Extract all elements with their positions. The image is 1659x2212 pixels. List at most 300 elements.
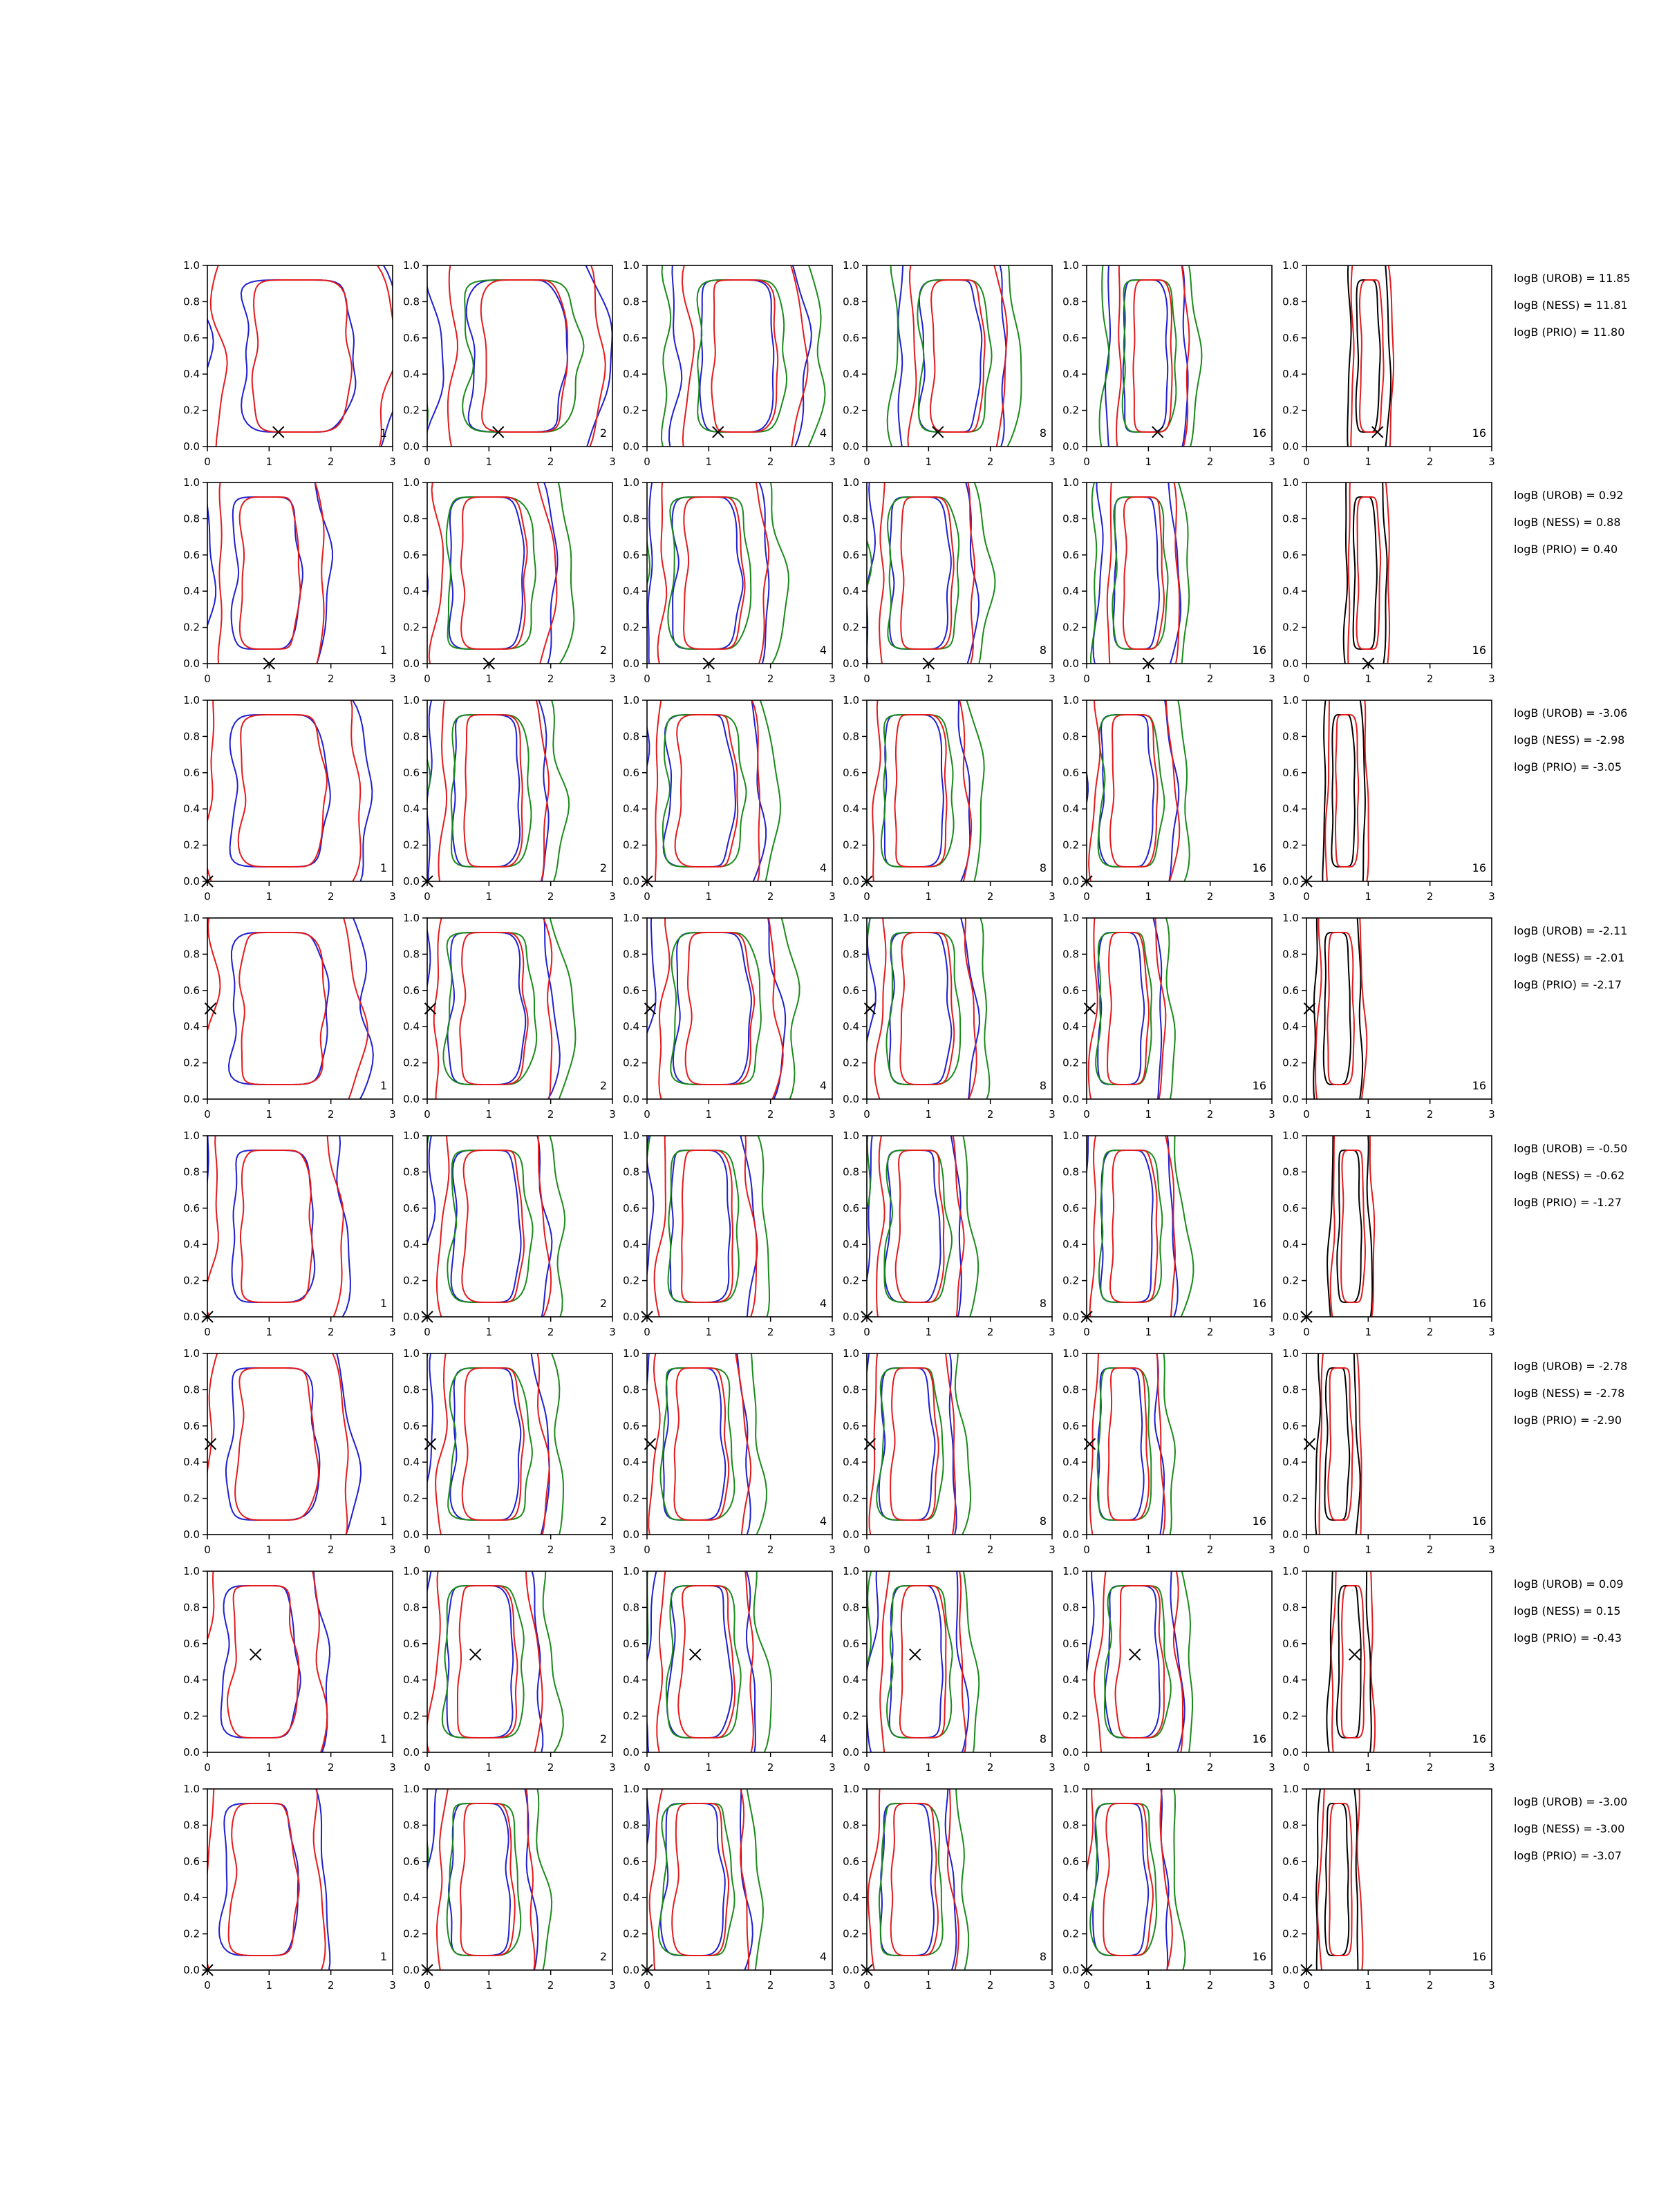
axes-frame bbox=[427, 918, 612, 1099]
y-tick-label: 0.8 bbox=[183, 730, 200, 743]
y-tick-label: 0.8 bbox=[623, 1383, 639, 1396]
x-tick-label: 3 bbox=[829, 456, 836, 468]
y-tick-label: 0.6 bbox=[183, 331, 200, 344]
y-tick-label: 0.2 bbox=[1282, 838, 1299, 852]
blue-inner-contour bbox=[667, 1586, 732, 1738]
blue-inner-contour bbox=[885, 1150, 941, 1302]
x-tick-label: 0 bbox=[863, 890, 870, 903]
panel-label: 8 bbox=[1039, 644, 1047, 657]
axes-frame bbox=[1306, 1353, 1492, 1535]
y-tick-label: 1.0 bbox=[183, 912, 200, 924]
y-tick-label: 0.0 bbox=[1282, 440, 1299, 453]
y-tick-label: 0.8 bbox=[843, 730, 859, 743]
blue-outer-contour bbox=[856, 697, 971, 885]
x-tick-label: 1 bbox=[1365, 1761, 1372, 1774]
x-tick-label: 2 bbox=[1426, 1979, 1434, 1991]
true-value-marker bbox=[250, 1649, 261, 1660]
y-tick-label: 0.0 bbox=[843, 875, 859, 888]
y-tick-label: 1.0 bbox=[843, 1130, 859, 1142]
y-tick-label: 0.4 bbox=[843, 585, 859, 598]
contour-group bbox=[402, 915, 576, 1103]
panel-label: 1 bbox=[379, 1079, 387, 1092]
y-tick-label: 0.6 bbox=[843, 1201, 859, 1215]
x-tick-label: 3 bbox=[1268, 1326, 1275, 1338]
y-tick-label: 0.0 bbox=[843, 1311, 859, 1323]
contour-group bbox=[415, 697, 570, 885]
blue-inner-contour bbox=[1114, 497, 1159, 649]
x-tick-label: 0 bbox=[204, 1108, 211, 1121]
x-tick-label: 0 bbox=[1083, 456, 1090, 468]
x-tick-label: 2 bbox=[327, 673, 335, 685]
logb-stat-2: logB (NESS) = -2.78 bbox=[1514, 1387, 1625, 1400]
x-tick-label: 2 bbox=[767, 673, 774, 685]
x-tick-label: 1 bbox=[485, 1326, 493, 1338]
y-tick-label: 0.0 bbox=[623, 440, 639, 453]
panel-r2-c3 bbox=[623, 476, 836, 685]
y-tick-label: 0.6 bbox=[183, 984, 200, 997]
green-outer-contour bbox=[416, 1132, 565, 1320]
y-tick-label: 0.2 bbox=[623, 1492, 639, 1505]
y-tick-label: 0.4 bbox=[623, 1456, 639, 1469]
axes-frame bbox=[207, 700, 393, 881]
x-tick-label: 2 bbox=[986, 1761, 994, 1774]
x-tick-label: 0 bbox=[1083, 1544, 1090, 1556]
x-tick-label: 0 bbox=[863, 1979, 870, 1991]
logb-stat-1: logB (UROB) = -2.11 bbox=[1514, 924, 1628, 937]
panel-r6-c4 bbox=[843, 1347, 1056, 1556]
blue-inner-contour bbox=[450, 1368, 521, 1520]
y-tick-label: 0.6 bbox=[843, 766, 859, 779]
y-tick-label: 0.8 bbox=[623, 1165, 639, 1179]
green-inner-contour bbox=[1096, 932, 1152, 1085]
y-tick-label: 0.4 bbox=[843, 803, 859, 816]
x-tick-label: 3 bbox=[1268, 1761, 1275, 1774]
black-inner-contour bbox=[1331, 715, 1355, 867]
y-tick-label: 0.0 bbox=[843, 1528, 859, 1541]
panel-label: 8 bbox=[1039, 1079, 1047, 1092]
y-tick-label: 0.8 bbox=[1062, 1819, 1079, 1832]
x-tick-label: 1 bbox=[265, 1108, 273, 1121]
x-tick-label: 0 bbox=[1083, 1761, 1090, 1774]
y-tick-label: 0.0 bbox=[623, 657, 639, 670]
x-tick-label: 0 bbox=[1083, 1979, 1090, 1991]
y-tick-label: 0.6 bbox=[1282, 1419, 1299, 1432]
x-tick-label: 3 bbox=[1268, 1979, 1275, 1991]
y-tick-label: 1.0 bbox=[843, 1565, 859, 1577]
panel-label: 8 bbox=[1039, 1950, 1047, 1963]
x-tick-label: 0 bbox=[1083, 673, 1090, 685]
y-tick-label: 1.0 bbox=[1282, 1130, 1299, 1142]
y-tick-label: 0.0 bbox=[1282, 1746, 1299, 1759]
x-tick-label: 1 bbox=[485, 1544, 493, 1556]
panel-r5-c4 bbox=[843, 1130, 1056, 1338]
x-tick-label: 2 bbox=[327, 1761, 335, 1774]
panel-r1-c3 bbox=[623, 259, 836, 468]
x-tick-label: 3 bbox=[1049, 1108, 1056, 1121]
y-tick-label: 0.0 bbox=[403, 1311, 420, 1323]
panel-r1-c5 bbox=[1062, 259, 1275, 468]
y-tick-label: 0.6 bbox=[183, 548, 200, 561]
panel-r1-c4 bbox=[843, 259, 1056, 468]
y-tick-label: 0.0 bbox=[183, 657, 200, 670]
logb-stat-3: logB (PRIO) = -0.43 bbox=[1514, 1631, 1622, 1644]
panel-label: 2 bbox=[599, 1515, 607, 1528]
x-tick-label: 2 bbox=[1206, 1108, 1214, 1121]
y-tick-label: 0.6 bbox=[183, 1201, 200, 1215]
panel-label: 16 bbox=[1252, 1950, 1266, 1963]
x-tick-label: 3 bbox=[609, 1761, 616, 1774]
x-tick-label: 2 bbox=[986, 1326, 994, 1338]
y-tick-label: 0.8 bbox=[623, 730, 639, 743]
blue-outer-contour bbox=[669, 262, 812, 450]
y-tick-label: 0.4 bbox=[1062, 1456, 1079, 1469]
y-tick-label: 0.6 bbox=[1062, 1201, 1079, 1215]
axes-frame bbox=[647, 1136, 832, 1317]
x-tick-label: 2 bbox=[327, 1108, 335, 1121]
x-tick-label: 3 bbox=[609, 1544, 616, 1556]
y-tick-label: 0.8 bbox=[403, 1601, 420, 1614]
red-inner-contour bbox=[252, 280, 352, 432]
logb-stat-3: logB (PRIO) = 11.80 bbox=[1514, 326, 1625, 339]
y-tick-label: 1.0 bbox=[1282, 1565, 1299, 1577]
panel-label: 4 bbox=[819, 861, 827, 874]
panel-r8-c3 bbox=[623, 1783, 836, 1991]
x-tick-label: 1 bbox=[265, 890, 273, 903]
x-tick-label: 1 bbox=[1365, 1108, 1372, 1121]
y-tick-label: 0.2 bbox=[403, 838, 420, 852]
y-tick-label: 1.0 bbox=[183, 476, 200, 489]
blue-outer-contour bbox=[419, 1350, 550, 1538]
x-tick-label: 1 bbox=[265, 1544, 273, 1556]
y-tick-label: 0.8 bbox=[623, 295, 639, 308]
x-tick-label: 2 bbox=[1206, 456, 1214, 468]
y-tick-label: 0.8 bbox=[183, 1601, 200, 1614]
contour-group bbox=[409, 479, 574, 667]
red-inner-contour bbox=[462, 1368, 524, 1520]
panel-r8-c5 bbox=[1062, 1783, 1275, 1991]
x-tick-label: 0 bbox=[863, 456, 870, 468]
axes-frame bbox=[207, 1789, 393, 1970]
contour-group bbox=[633, 915, 800, 1103]
blue-inner-contour bbox=[1093, 1803, 1148, 1956]
y-tick-label: 0.0 bbox=[183, 875, 200, 888]
y-tick-label: 0.0 bbox=[183, 1964, 200, 1976]
y-tick-label: 0.4 bbox=[1062, 1674, 1079, 1687]
true-value-marker bbox=[864, 1003, 875, 1014]
x-tick-label: 0 bbox=[644, 673, 650, 685]
x-tick-label: 2 bbox=[767, 1544, 774, 1556]
y-tick-label: 1.0 bbox=[1282, 476, 1299, 489]
x-tick-label: 1 bbox=[265, 1761, 273, 1774]
panel-label: 4 bbox=[819, 1950, 827, 1963]
y-tick-label: 0.4 bbox=[1282, 585, 1299, 598]
x-tick-label: 1 bbox=[705, 890, 713, 903]
y-tick-label: 0.2 bbox=[1282, 404, 1299, 417]
x-tick-label: 0 bbox=[424, 1761, 431, 1774]
x-tick-label: 1 bbox=[485, 1761, 493, 1774]
x-tick-label: 2 bbox=[1426, 1544, 1434, 1556]
y-tick-label: 1.0 bbox=[843, 259, 859, 272]
contour-group bbox=[851, 1785, 969, 1974]
x-tick-label: 1 bbox=[485, 890, 493, 903]
x-tick-label: 2 bbox=[1426, 890, 1434, 903]
x-tick-label: 3 bbox=[1488, 1544, 1495, 1556]
y-tick-label: 0.6 bbox=[623, 1419, 639, 1432]
panel-label: 16 bbox=[1252, 427, 1266, 440]
blue-outer-contour bbox=[203, 479, 332, 667]
x-tick-label: 3 bbox=[1268, 673, 1275, 685]
blue-inner-contour bbox=[449, 497, 525, 649]
panel-label: 1 bbox=[379, 427, 387, 440]
y-tick-label: 1.0 bbox=[183, 694, 200, 706]
x-tick-label: 0 bbox=[424, 1544, 431, 1556]
panel-r2-c1 bbox=[183, 476, 396, 685]
x-tick-label: 1 bbox=[1145, 673, 1152, 685]
x-tick-label: 0 bbox=[644, 1979, 650, 1991]
contour-group bbox=[662, 262, 825, 450]
true-value-marker bbox=[690, 1649, 701, 1660]
y-tick-label: 0.4 bbox=[403, 1020, 420, 1033]
x-tick-label: 1 bbox=[485, 1979, 493, 1991]
red-inner-contour bbox=[235, 1368, 319, 1520]
x-tick-label: 2 bbox=[767, 1979, 774, 1991]
green-outer-contour bbox=[402, 915, 576, 1103]
axes-frame bbox=[647, 700, 832, 881]
x-tick-label: 0 bbox=[1303, 1544, 1310, 1556]
blue-inner-contour bbox=[241, 280, 356, 432]
y-tick-label: 0.2 bbox=[843, 404, 859, 417]
x-tick-label: 2 bbox=[986, 1979, 994, 1991]
panel-r2-c4 bbox=[843, 476, 1056, 685]
x-tick-label: 2 bbox=[1426, 456, 1434, 468]
logb-stat-2: logB (NESS) = -3.00 bbox=[1514, 1822, 1625, 1835]
x-tick-label: 3 bbox=[389, 1326, 396, 1338]
x-tick-label: 2 bbox=[327, 1544, 335, 1556]
y-tick-label: 0.2 bbox=[623, 838, 639, 852]
logb-stat-1: logB (UROB) = -2.78 bbox=[1514, 1360, 1628, 1373]
x-tick-label: 2 bbox=[767, 1761, 774, 1774]
green-inner-contour bbox=[671, 932, 761, 1085]
y-tick-label: 1.0 bbox=[1062, 1347, 1079, 1360]
x-tick-label: 3 bbox=[829, 890, 836, 903]
y-tick-label: 0.8 bbox=[183, 512, 200, 525]
y-tick-label: 0.8 bbox=[1282, 512, 1299, 525]
x-tick-label: 3 bbox=[1488, 1761, 1495, 1774]
red-inner-contour bbox=[1116, 1586, 1165, 1738]
axes-frame bbox=[1087, 918, 1272, 1099]
y-tick-label: 0.4 bbox=[403, 803, 420, 816]
panel-r7-c1 bbox=[183, 1565, 396, 1774]
y-tick-label: 0.6 bbox=[1282, 1201, 1299, 1215]
panel-label: 8 bbox=[1039, 427, 1047, 440]
red-inner-contour bbox=[895, 715, 947, 867]
blue-outer-contour bbox=[642, 1132, 758, 1320]
y-tick-label: 0.2 bbox=[403, 1709, 420, 1723]
blue-outer-contour bbox=[187, 1568, 330, 1756]
x-tick-label: 2 bbox=[1206, 1326, 1214, 1338]
y-tick-label: 0.0 bbox=[403, 657, 420, 670]
contour-group bbox=[415, 1350, 563, 1538]
black-outer-contour bbox=[1313, 915, 1362, 1103]
panel-r8-c1 bbox=[183, 1783, 396, 1991]
axes-frame bbox=[1306, 1571, 1492, 1752]
y-tick-label: 0.8 bbox=[1282, 1165, 1299, 1179]
x-tick-label: 1 bbox=[1145, 890, 1152, 903]
panel-label: 2 bbox=[599, 861, 607, 874]
blue-outer-contour bbox=[427, 697, 548, 885]
y-tick-label: 0.6 bbox=[623, 984, 639, 997]
contour-group bbox=[1100, 262, 1202, 450]
panel-label: 16 bbox=[1472, 1732, 1486, 1745]
contour-group bbox=[419, 262, 628, 450]
y-tick-label: 0.4 bbox=[843, 368, 859, 381]
panel-r3-c1 bbox=[183, 694, 396, 903]
y-tick-label: 1.0 bbox=[183, 1130, 200, 1142]
y-tick-label: 1.0 bbox=[1062, 1130, 1079, 1142]
y-tick-label: 0.6 bbox=[623, 1201, 639, 1215]
blue-inner-contour bbox=[671, 1150, 731, 1302]
red-outer-contour bbox=[874, 915, 977, 1103]
y-tick-label: 0.4 bbox=[1062, 585, 1079, 598]
red-inner-contour bbox=[890, 1368, 939, 1520]
x-tick-label: 1 bbox=[925, 1761, 932, 1774]
y-tick-label: 0.2 bbox=[183, 404, 200, 417]
red-inner-contour bbox=[464, 715, 522, 867]
blue-inner-contour bbox=[449, 1803, 510, 1956]
x-tick-label: 0 bbox=[863, 1544, 870, 1556]
contour-group bbox=[203, 479, 332, 667]
x-tick-label: 3 bbox=[1268, 456, 1275, 468]
blue-inner-contour bbox=[890, 932, 952, 1085]
panel-label: 16 bbox=[1472, 861, 1486, 874]
x-tick-label: 3 bbox=[1488, 456, 1495, 468]
x-tick-label: 3 bbox=[609, 1979, 616, 1991]
red-inner-contour bbox=[1107, 932, 1149, 1085]
y-tick-label: 0.8 bbox=[1282, 295, 1299, 308]
y-tick-label: 0.8 bbox=[1062, 1165, 1079, 1179]
y-tick-label: 0.6 bbox=[183, 1855, 200, 1868]
x-tick-label: 0 bbox=[204, 456, 211, 468]
y-tick-label: 0.6 bbox=[183, 1637, 200, 1650]
green-inner-contour bbox=[462, 280, 583, 432]
y-tick-label: 1.0 bbox=[1282, 1347, 1299, 1360]
panel-r7-c5 bbox=[1062, 1565, 1275, 1774]
panel-label: 2 bbox=[599, 1297, 607, 1310]
y-tick-label: 0.4 bbox=[1062, 1238, 1079, 1251]
y-tick-label: 0.8 bbox=[1282, 1601, 1299, 1614]
y-tick-label: 0.6 bbox=[843, 984, 859, 997]
true-value-marker bbox=[644, 1003, 655, 1014]
blue-inner-contour bbox=[448, 932, 526, 1085]
x-tick-label: 3 bbox=[1049, 1761, 1056, 1774]
y-tick-label: 0.4 bbox=[623, 1020, 639, 1033]
green-inner-contour bbox=[1123, 280, 1177, 432]
y-tick-label: 0.0 bbox=[1282, 875, 1299, 888]
axes-frame bbox=[207, 1136, 393, 1317]
y-tick-label: 0.0 bbox=[403, 1093, 420, 1105]
x-tick-label: 3 bbox=[609, 456, 616, 468]
axes-frame bbox=[207, 482, 393, 664]
y-tick-label: 0.4 bbox=[1282, 368, 1299, 381]
y-tick-label: 0.0 bbox=[1282, 1964, 1299, 1976]
red-outer-contour bbox=[1107, 479, 1179, 667]
red-inner-contour bbox=[458, 1586, 518, 1738]
y-tick-label: 0.4 bbox=[843, 1456, 859, 1469]
green-outer-contour bbox=[1091, 479, 1189, 667]
x-tick-label: 0 bbox=[1303, 673, 1310, 685]
y-tick-label: 0.4 bbox=[1282, 1891, 1299, 1904]
y-tick-label: 0.0 bbox=[1282, 1311, 1299, 1323]
y-tick-label: 0.6 bbox=[1062, 1419, 1079, 1432]
y-tick-label: 0.0 bbox=[183, 440, 200, 453]
y-tick-label: 0.8 bbox=[403, 730, 420, 743]
y-tick-label: 0.2 bbox=[183, 1492, 200, 1505]
red-outer-contour bbox=[682, 262, 808, 450]
y-tick-label: 0.0 bbox=[1282, 1528, 1299, 1541]
y-tick-label: 0.2 bbox=[1282, 1492, 1299, 1505]
x-tick-label: 0 bbox=[863, 1761, 870, 1774]
y-tick-label: 0.6 bbox=[1282, 1637, 1299, 1650]
x-tick-label: 3 bbox=[389, 673, 396, 685]
x-tick-label: 3 bbox=[1488, 1108, 1495, 1121]
y-tick-label: 0.6 bbox=[403, 548, 420, 561]
logb-stat-3: logB (PRIO) = -3.07 bbox=[1514, 1849, 1622, 1862]
red-inner-contour bbox=[481, 280, 568, 432]
y-tick-label: 1.0 bbox=[1062, 694, 1079, 706]
y-tick-label: 0.6 bbox=[843, 331, 859, 344]
y-tick-label: 1.0 bbox=[623, 912, 639, 924]
y-tick-label: 0.2 bbox=[183, 621, 200, 634]
y-tick-label: 0.4 bbox=[183, 585, 200, 598]
x-tick-label: 2 bbox=[1426, 1326, 1434, 1338]
y-tick-label: 0.8 bbox=[403, 1165, 420, 1179]
y-tick-label: 1.0 bbox=[623, 1347, 639, 1360]
y-tick-label: 0.4 bbox=[623, 1238, 639, 1251]
true-value-marker bbox=[644, 1438, 655, 1450]
y-tick-label: 0.8 bbox=[1062, 295, 1079, 308]
contour-group bbox=[1344, 479, 1389, 667]
y-tick-label: 1.0 bbox=[1062, 476, 1079, 489]
blue-inner-contour bbox=[1100, 1150, 1152, 1302]
y-tick-label: 0.2 bbox=[183, 1927, 200, 1940]
y-tick-label: 0.8 bbox=[183, 1819, 200, 1832]
x-tick-label: 3 bbox=[1049, 1979, 1056, 1991]
y-tick-label: 0.8 bbox=[1282, 948, 1299, 961]
logb-stat-2: logB (NESS) = 0.15 bbox=[1514, 1604, 1621, 1618]
x-tick-label: 0 bbox=[1303, 890, 1310, 903]
y-tick-label: 1.0 bbox=[403, 1130, 420, 1142]
red-inner-contour bbox=[674, 1368, 729, 1520]
x-tick-label: 1 bbox=[1365, 456, 1372, 468]
x-tick-label: 2 bbox=[986, 456, 994, 468]
x-tick-label: 2 bbox=[547, 1326, 554, 1338]
red-outer-contour bbox=[200, 1785, 325, 1974]
x-tick-label: 2 bbox=[547, 673, 554, 685]
green-outer-contour bbox=[847, 1350, 971, 1538]
panel-r5-c2 bbox=[403, 1130, 616, 1338]
panel-label: 1 bbox=[379, 1297, 387, 1310]
y-tick-label: 0.4 bbox=[183, 1020, 200, 1033]
y-tick-label: 0.6 bbox=[623, 548, 639, 561]
y-tick-label: 0.6 bbox=[183, 766, 200, 779]
y-tick-label: 1.0 bbox=[843, 912, 859, 924]
y-tick-label: 0.2 bbox=[1282, 621, 1299, 634]
y-tick-label: 0.6 bbox=[1282, 1855, 1299, 1868]
x-tick-label: 2 bbox=[986, 1108, 994, 1121]
panel-r4-c2 bbox=[402, 912, 616, 1121]
x-tick-label: 1 bbox=[925, 1544, 932, 1556]
y-tick-label: 0.0 bbox=[1282, 657, 1299, 670]
